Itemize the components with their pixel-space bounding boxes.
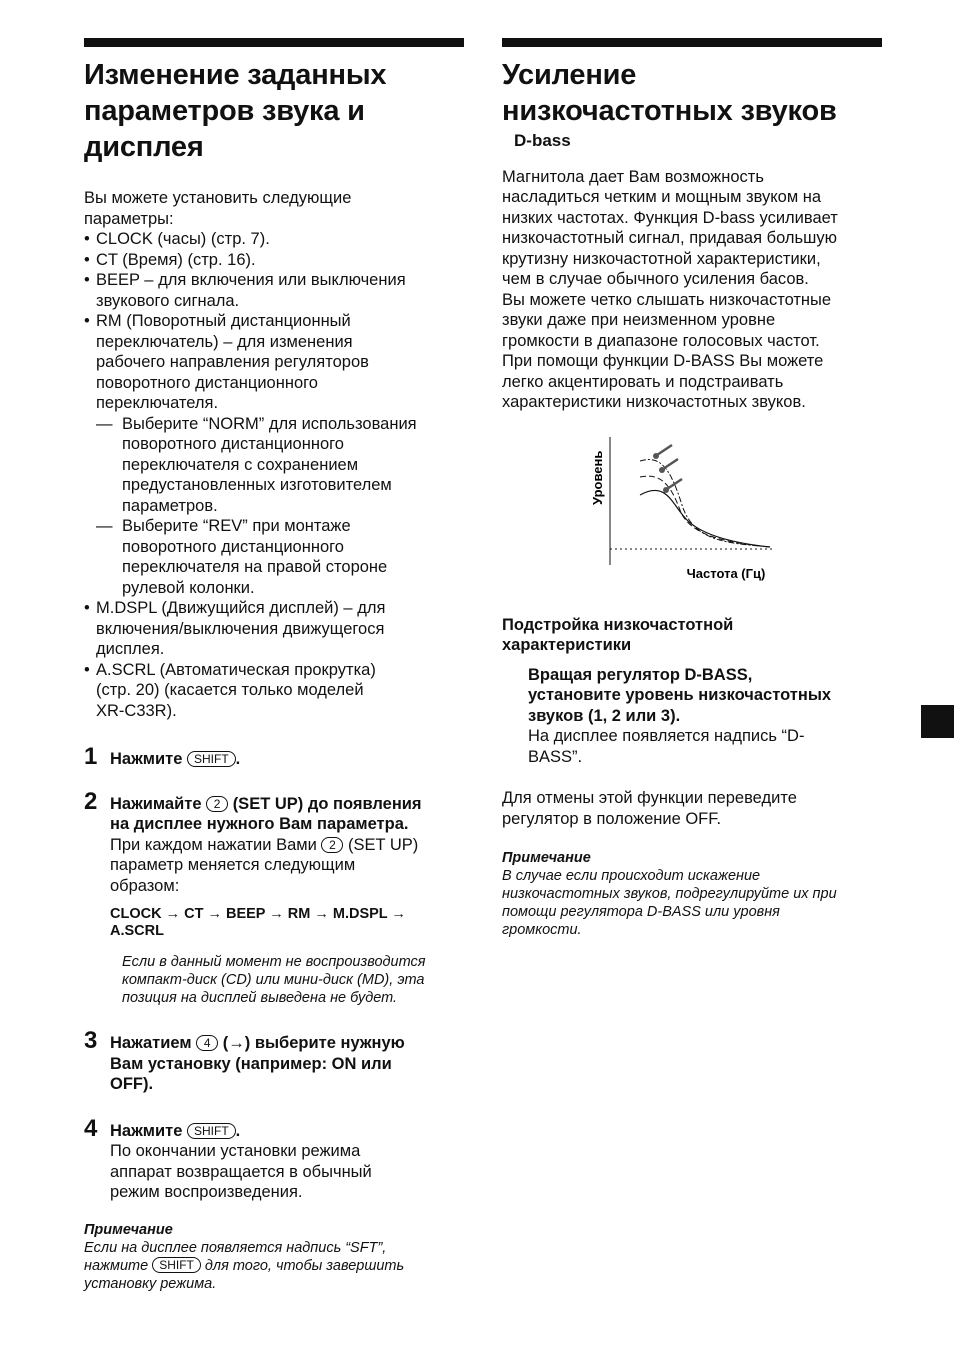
peak-point: [663, 487, 669, 493]
title-rule: [502, 38, 882, 47]
button-2-key: 2: [206, 796, 228, 812]
section-title-sound-display: Изменение заданных параметров звука и дисплея: [84, 59, 387, 163]
button-4-key: 4: [196, 1035, 218, 1051]
list-item: • CLOCK (часы) (стр. 7).: [84, 229, 464, 250]
step-4: 4 Нажмите SHIFT . По окончании установки режима аппарат возвращается в обычный режим воспроизведения.: [84, 1114, 372, 1201]
adjust-instruction: Вращая регулятор D-BASS, установите уровень низкочастотных звуков (1, 2 или 3). На дисплее появляется надпись “D- BASS”.: [528, 665, 832, 766]
note-left: [84, 1221, 464, 1293]
list-item: • A.SCRL (Автоматическая прокрутка) (стр. 20) (касается только моделей XR-C33R).: [84, 660, 464, 722]
shift-key: SHIFT: [152, 1257, 201, 1273]
title-rule: [84, 38, 464, 47]
section-subtitle: D-bass: [514, 131, 571, 150]
list-item: • M.DSPL (Движущийся дисплей) – для включения/выключения движущегося дисплея.: [84, 598, 464, 660]
button-2-key: 2: [321, 837, 343, 853]
note-right: [502, 849, 882, 939]
peak-point: [659, 467, 665, 473]
shift-key: SHIFT: [187, 1123, 236, 1139]
x-axis-label: Частота (Гц): [686, 565, 766, 581]
list-item: — Выберите “NORM” для использования поворотного дистанционного переключателя с сохранением предустановленных изготовителем параметров.: [96, 414, 464, 517]
cancel-text: Для отмены этой функции переведите регулятор в положение OFF.: [502, 789, 797, 828]
peak-point: [653, 453, 659, 459]
step-number: 1: [84, 743, 98, 770]
y-axis-label: Уровень: [590, 450, 605, 505]
section-tab-marker: [921, 705, 954, 738]
list-item: • RM (Поворотный дистанционный переключатель) – для изменения рабочего направления регуляторов поворотного дистанционного переключателя. — Выберите “NORM” для использования поворотного дистанционного переключателя с сохранением предустановленных изготовителем параметров. — Выберите “REV” при монтаже поворотного дистанционного переключателя на правой стороне рулевой колонки.: [84, 311, 464, 598]
dbass-description: Магнитола дает Вам возможность насладиться четким и мощным звуком на низких частотах. Функция D-bass усиливает низкочастотный сигнал, придавая большую крутизну низкочастотной характеристики, чем в случае обычного усиления басов. Вы можете четко слышать низкочастотные звуки даже при неизменном уровне громкости в диапазоне голосовых частот. При помощи функции D-BASS Вы можете легко акцентировать и подстраивать характеристики низкочастотных звуков.: [502, 167, 838, 411]
parameter-list: [84, 229, 464, 721]
response-curve-level-1: [640, 476, 770, 547]
note-text: Если на дисплее появляется надпись “SFT”, нажмите SHIFT для того, чтобы завершить установку режима.: [84, 1239, 405, 1292]
intro-text: Вы можете установить следующие параметры:: [84, 189, 352, 228]
note-text: В случае если происходит искажение низкочастотных звуков, подрегулируйте их при помощи регулятора D-BASS или уровня громкости.: [502, 868, 837, 938]
step-number: 3: [84, 1027, 98, 1054]
step-2: 2 Нажимайте 2 (SET UP) до появления на дисплее нужного Вам параметра. При каждом нажатии Вами 2 (SET UP) параметр меняется следующим образом: CLOCK → CT → BEEP → RM → M.DSPL → A.SCRL Если в данный момент не воспроизводится компакт-диск (CD) или мини-диск (MD), эта позиция на дисплей выведена не будет.: [84, 794, 464, 1008]
note-title: Примечание: [84, 1221, 173, 1238]
adjust-heading: Подстройка низкочастотной характеристики: [502, 615, 734, 654]
step-2-remark: Если в данный момент не воспроизводится компакт-диск (CD) или мини-диск (MD), эта позиция на дисплей выведена не будет.: [122, 954, 426, 1006]
right-column: [502, 38, 882, 939]
step-3: 3 Нажатием 4 (→) выберите нужную Вам установку (например: ON или OFF).: [84, 1027, 405, 1093]
response-curve-flat: [640, 490, 770, 547]
step-number: 2: [84, 787, 98, 815]
dbass-response-diagram: [502, 435, 882, 605]
list-item: — Выберите “REV” при монтаже поворотного дистанционного переключателя на правой стороне рулевой колонки.: [96, 516, 464, 598]
rm-options-list: [96, 414, 464, 599]
note-title: Примечание: [502, 850, 591, 866]
left-column: [84, 38, 464, 1293]
list-item: • CT (Время) (стр. 16).: [84, 250, 464, 271]
parameter-sequence: CLOCK → CT → BEEP → RM → M.DSPL → A.SCRL: [110, 906, 406, 939]
step-1: 1 Нажмите SHIFT .: [84, 743, 241, 770]
section-title-dbass: Усиление низкочастотных звуков: [502, 59, 837, 127]
list-item: • BEEP – для включения или выключения звукового сигнала.: [84, 270, 464, 311]
shift-key: SHIFT: [187, 751, 236, 767]
step-number: 4: [84, 1114, 98, 1142]
